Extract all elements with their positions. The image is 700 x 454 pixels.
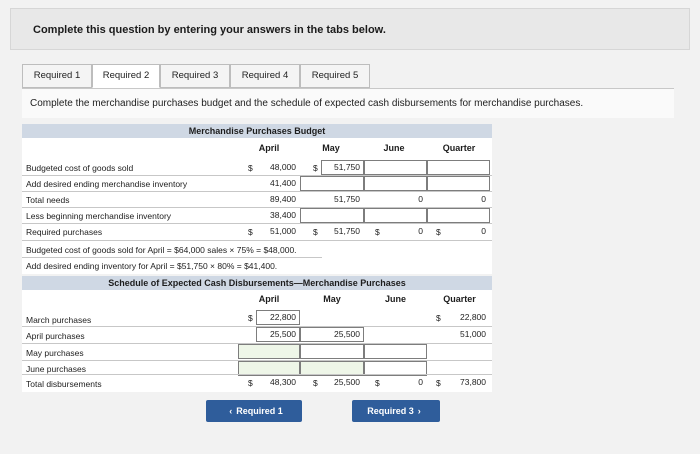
instructions-banner	[10, 8, 690, 50]
currency-symbol: $	[248, 378, 253, 388]
tab-required-1[interactable]: Required 1	[22, 64, 92, 88]
schedule-march-april-input[interactable]: 22,800	[256, 310, 300, 325]
budget-row-label: Budgeted cost of goods sold	[26, 163, 134, 173]
currency-symbol: $	[313, 378, 318, 388]
currency-symbol: $	[248, 227, 253, 237]
schedule-march-june	[364, 310, 427, 325]
next-required-button[interactable]	[352, 400, 440, 422]
note-ending-inventory: Add desired ending inventory for April = $51,750 × 80% = $41,400.	[26, 261, 278, 271]
budget-beg-inv-may-input[interactable]	[300, 208, 364, 223]
currency-symbol: $	[436, 378, 441, 388]
budget-beg-inv-april: 38,400	[270, 210, 296, 220]
schedule-total-may: 25,500	[334, 377, 360, 387]
budget-ending-inv-may-input[interactable]	[300, 176, 364, 191]
budget-beg-inv-quarter-input[interactable]	[427, 208, 490, 223]
schedule-row-label: March purchases	[26, 315, 92, 325]
chevron-right-icon: ›	[417, 406, 421, 416]
currency-symbol: $	[375, 378, 380, 388]
budget-required-may: 51,750	[334, 226, 360, 236]
budget-col-june: June	[383, 143, 405, 153]
budget-row-label: Total needs	[26, 195, 70, 205]
budget-total-needs-quarter: 0	[481, 194, 486, 204]
budget-ending-inv-june-input[interactable]	[364, 176, 427, 191]
budget-col-may: May	[322, 143, 340, 153]
schedule-row-label: April purchases	[26, 331, 85, 341]
budget-cogs-may-input[interactable]: 51,750	[321, 160, 364, 175]
budget-title: Merchandise Purchases Budget	[22, 124, 492, 138]
currency-symbol: $	[436, 313, 441, 323]
tab-required-5[interactable]: Required 5	[300, 64, 370, 88]
schedule-col-april: April	[258, 294, 280, 304]
budget-ending-inv-quarter-input[interactable]	[427, 176, 490, 191]
budget-cogs-quarter-input[interactable]	[427, 160, 490, 175]
next-label: Required 3	[367, 406, 414, 416]
prev-label: Required 1	[236, 406, 283, 416]
budget-row-label: Required purchases	[26, 227, 103, 237]
budget-row-label: Less beginning merchandise inventory	[26, 211, 172, 221]
schedule-col-may: May	[323, 294, 341, 304]
budget-cogs-june-input[interactable]	[364, 160, 427, 175]
prev-required-button[interactable]	[206, 400, 302, 422]
schedule-total-quarter: 73,800	[460, 377, 486, 387]
schedule-march-quarter: 22,800	[460, 312, 486, 322]
chevron-left-icon: ‹	[229, 406, 233, 416]
schedule-row-label: Total disbursements	[26, 379, 102, 389]
schedule-april-may-input[interactable]: 25,500	[300, 327, 364, 342]
tab-required-4[interactable]: Required 4	[230, 64, 300, 88]
budget-total-needs-april: 89,400	[270, 194, 296, 204]
task-panel	[22, 88, 674, 118]
budget-ending-inv-april: 41,400	[270, 178, 296, 188]
schedule-col-quarter: Quarter	[443, 294, 476, 304]
budget-cogs-april: 48,000	[270, 162, 296, 172]
schedule-total-april: 48,300	[270, 377, 296, 387]
currency-symbol: $	[313, 227, 318, 237]
row-divider	[22, 257, 322, 258]
budget-col-quarter: Quarter	[442, 143, 476, 153]
currency-symbol: $	[248, 163, 253, 173]
schedule-april-june	[364, 327, 427, 342]
schedule-may-may-input[interactable]	[300, 344, 364, 359]
instructions-text: Complete this question by entering your answers in the tabs below.	[33, 24, 386, 36]
task-text: Complete the merchandise purchases budget and the schedule of expected cash disbursements for merchandise purchases.	[30, 98, 584, 109]
schedule-march-may	[300, 310, 364, 325]
schedule-may-june-input[interactable]	[364, 344, 427, 359]
schedule-title: Schedule of Expected Cash Disbursements—Merchandise Purchases	[22, 276, 492, 290]
currency-symbol: $	[436, 227, 441, 237]
note-cogs: Budgeted cost of goods sold for April = $64,000 sales × 75% = $48,000.	[26, 245, 297, 255]
currency-symbol: $	[375, 227, 380, 237]
budget-row-label: Add desired ending merchandise inventory	[26, 179, 188, 189]
budget-required-june: 0	[418, 226, 423, 236]
schedule-may-quarter	[427, 344, 490, 359]
budget-total-needs-may: 51,750	[334, 194, 360, 204]
schedule-total-june: 0	[418, 377, 423, 387]
budget-required-april: 51,000	[270, 226, 296, 236]
currency-symbol: $	[248, 313, 253, 323]
schedule-col-june: June	[384, 294, 406, 304]
schedule-april-april-input[interactable]: 25,500	[256, 327, 300, 342]
tab-required-2[interactable]: Required 2	[92, 64, 160, 88]
schedule-april-quarter: 51,000	[460, 329, 486, 339]
schedule-row-label: May purchases	[26, 348, 84, 358]
budget-total-needs-june: 0	[418, 194, 423, 204]
budget-required-quarter: 0	[481, 226, 486, 236]
currency-symbol: $	[313, 163, 318, 173]
schedule-may-april-input[interactable]	[238, 344, 300, 359]
schedule-row-label: June purchases	[26, 364, 87, 374]
budget-beg-inv-june-input[interactable]	[364, 208, 427, 223]
tab-required-3[interactable]: Required 3	[160, 64, 230, 88]
budget-col-april: April	[258, 143, 280, 153]
